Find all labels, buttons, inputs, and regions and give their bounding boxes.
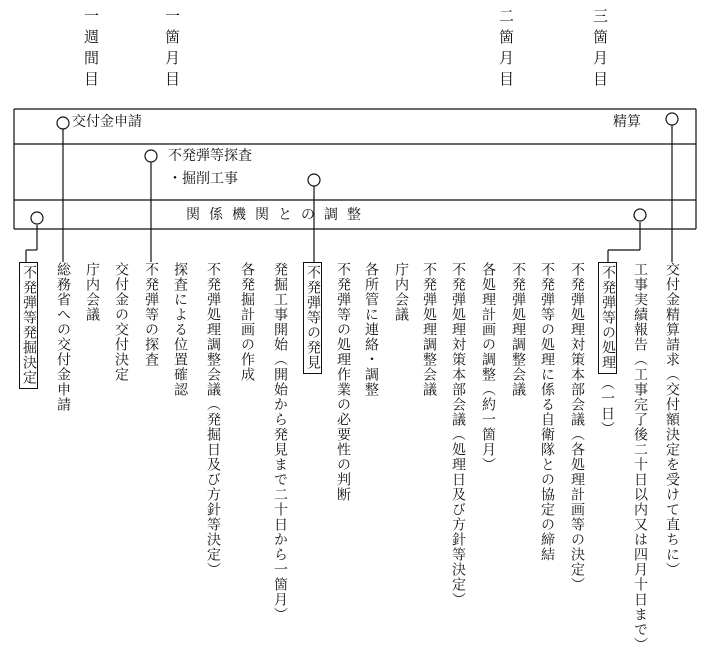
marker-disposal — [634, 209, 646, 221]
marker-settlement — [666, 113, 678, 125]
step-ub-coordination-meeting-1: 不発弾処理調整会議（発掘日及び方針等決定） — [205, 262, 221, 577]
step-ub-coordination-meeting-3: 不発弾処理調整会議 — [510, 262, 526, 397]
marker-discovery — [308, 174, 320, 186]
step-ub-exploration: 不発弾等の探査 — [143, 262, 159, 367]
step-subsidy-application-to-ministry: 総務省への交付金申請 — [55, 262, 71, 412]
step-disposal-plan-adjustment: 各処理計画の調整（約一箇月） — [480, 262, 496, 472]
band-label-excavation: ・掘削工事 — [168, 171, 238, 187]
step-internal-meeting-2: 庁内会議 — [393, 262, 409, 322]
time-label-two-months: 二箇月目 — [497, 8, 515, 92]
step-ub-disposal: 不発弾等の処理 — [598, 262, 617, 374]
marker-decision — [31, 212, 43, 224]
step-position-confirmation: 探査による位置確認 — [172, 262, 188, 397]
step-contact-jurisdictions: 各所管に連絡・調整 — [363, 262, 379, 397]
band-label-exploration: 不発弾等探査 — [168, 148, 252, 164]
step-subsidy-grant-decision: 交付金の交付決定 — [113, 262, 129, 382]
step-ub-coordination-meeting-2: 不発弾処理調整会議 — [421, 262, 437, 397]
step-ub-task-force-meeting-2: 不発弾処理対策本部会議（各処理計画等の決定） — [569, 262, 585, 592]
step-subsidy-settlement-request: 交付金精算請求（交付額決定を受けて直ちに） — [664, 262, 680, 577]
band-label-subsidy-application: 交付金申請 — [72, 114, 142, 130]
step-internal-meeting-1: 庁内会議 — [84, 262, 100, 322]
step-excavation-plan-creation: 各発掘計画の作成 — [239, 262, 255, 382]
step-work-completion-report: 工事実績報告（工事完了後二十日以内又は四月十日まで） — [632, 262, 648, 652]
step-disposal-necessity-judgment: 不発弾等の処理作業の必要性の判断 — [335, 262, 351, 502]
time-label-three-months: 三箇月目 — [591, 8, 609, 92]
step-ub-task-force-meeting-1: 不発弾処理対策本部会議（処理日及び方針等決定） — [450, 262, 466, 607]
band-label-coordination: 関係機関との調整 — [186, 207, 370, 223]
marker-exploration — [145, 150, 157, 162]
band-label-settlement: 精算 — [613, 114, 641, 130]
step-ub-discovery: 不発弾等の発見 — [303, 262, 322, 374]
marker-subsidy — [57, 117, 69, 129]
time-label-one-week: 一週間目 — [82, 8, 100, 92]
step-ub-excavation-decision: 不発弾等発掘決定 — [19, 262, 38, 389]
step-ub-disposal-duration: （一日） — [599, 376, 615, 436]
step-excavation-start: 発掘工事開始（開始から発見まで二十日から一箇月） — [272, 262, 288, 622]
time-label-one-month: 一箇月目 — [163, 8, 181, 92]
step-sdf-agreement: 不発弾等の処理に係る自衛隊との協定の締結 — [539, 262, 555, 562]
